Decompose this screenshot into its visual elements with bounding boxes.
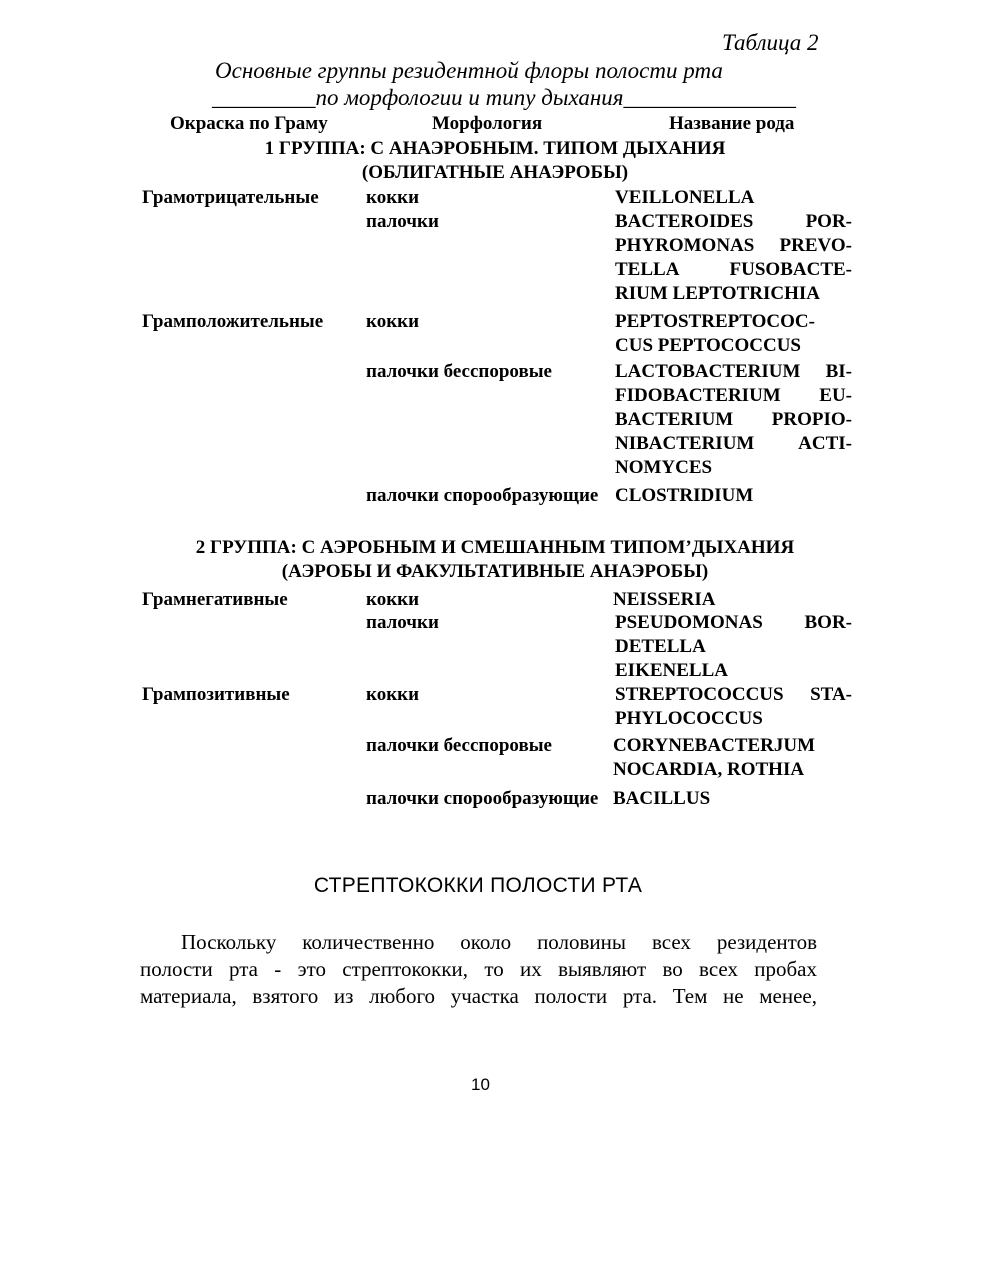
group1-title-line-1: 1 ГРУППА: С АНАЭРОБНЫМ. ТИПОМ ДЫХАНИЯ: [264, 138, 726, 159]
group1-row1-genus-3: PHYROMONAS PREVO-: [615, 235, 852, 256]
group2-row3-genus-2: NOCARDIA, ROTHIA: [613, 759, 805, 780]
header-morphology: Морфология: [432, 113, 543, 134]
group1-title-line-2: (ОБЛИГАТНЫЕ АНАЭРОБЫ): [361, 162, 629, 183]
group1-row1-genus-4: TELLA FUSOBACTE-: [615, 259, 852, 280]
group2-row1-genus-4: EIKENELLA: [615, 660, 728, 681]
page-number: 10: [471, 1075, 490, 1094]
group1-row3-genus-3: BACTERIUM PROPIO-: [615, 409, 852, 430]
group2-row1-genus-3: DETELLA: [615, 636, 706, 657]
table-label: Таблица 2: [722, 30, 819, 55]
group1-row3-genus-5: NOMYCES: [615, 457, 713, 478]
group1-row1-morph-2: палочки: [366, 211, 439, 232]
group2-row1-gram: Грамнегативные: [142, 589, 288, 610]
group1-row2-gram: Грамположительные: [142, 311, 324, 332]
group2-row1-morph-2: палочки: [366, 612, 439, 633]
section-heading: СТРЕПТОКОККИ ПОЛОСТИ РТА: [313, 874, 643, 897]
body-paragraph: [140, 929, 817, 1010]
group1-row2-genus-2: CUS PEPTOCOCCUS: [615, 335, 801, 356]
group1-row1-genus-1: VEILLONELLA: [615, 187, 755, 208]
table-title-line-2: _________по морфологии и типу дыхания_______________: [212, 85, 796, 110]
group1-row2-morph-1: кокки: [366, 311, 420, 332]
group1-row1-genus-2: BACTEROIDES POR-: [615, 211, 852, 232]
group2-row2-gram: Грампозитивные: [142, 684, 290, 705]
group2-row2-genus-2: PHYLOCOCCUS: [615, 708, 763, 729]
paragraph-line-3: материала, взятого из любого участка полости рта. Тем не менее,: [140, 984, 817, 1008]
table-title-line-1: Основные группы резидентной флоры полости рта: [215, 58, 723, 83]
group1-row4-morph-1: палочки спорообразующие: [366, 485, 599, 506]
group1-row1-genus-5: RIUM LEPTOTRICHIA: [615, 283, 820, 304]
group1-row1-morph-1: кокки: [366, 187, 420, 208]
group1-row2-genus-1: PEPTOSTREPTOCOC-: [615, 311, 815, 332]
group1-row3-morph-1: палочки бесспоровые: [366, 361, 552, 382]
group2-row2-genus-1: STREPTOCOCCUS STA-: [615, 684, 852, 705]
header-genus-name: Название рода: [669, 113, 795, 134]
group2-row1-morph-1: кокки: [366, 589, 420, 610]
group2-row1-genus-2: PSEUDOMONAS BOR-: [615, 612, 852, 633]
group2-title-line-2: (АЭРОБЫ И ФАКУЛЬТАТИВНЫЕ АНАЭРОБЫ): [281, 561, 709, 582]
group1-row3-genus-1: LACTOBACTERIUM BI-: [615, 361, 852, 382]
group2-row4-genus-1: BACILLUS: [613, 788, 711, 809]
group2-row2-morph-1: кокки: [366, 684, 420, 705]
group1-row3-genus-2: FIDOBACTERIUM EU-: [615, 385, 852, 406]
paragraph-line-1: Поскольку количественно около половины всех резидентов: [181, 930, 817, 954]
paragraph-line-2: полости рта - это стрептококки, то их выявляют во всех пробах: [140, 957, 817, 981]
group1-row1-gram: Грамотрицательные: [142, 187, 319, 208]
header-gram-stain: Окраска по Граму: [170, 113, 328, 134]
group2-row3-morph-1: палочки бесспоровые: [366, 735, 552, 756]
group2-row4-morph-1: палочки спорообразующие: [366, 788, 599, 809]
group1-row3-genus-4: NIBACTERIUM ACTI-: [615, 433, 852, 454]
group1-row4-genus-1: CLOSTRIDIUM: [615, 485, 754, 506]
group2-row1-genus-1: NEISSERIA: [613, 589, 716, 610]
group2-title-line-1: 2 ГРУППА: С АЭРОБНЫМ И СМЕШАННЫМ ТИПОМ’ДЫХАНИЯ: [195, 537, 795, 558]
group2-row3-genus-1: CORYNEBACTERJUM: [613, 735, 816, 756]
